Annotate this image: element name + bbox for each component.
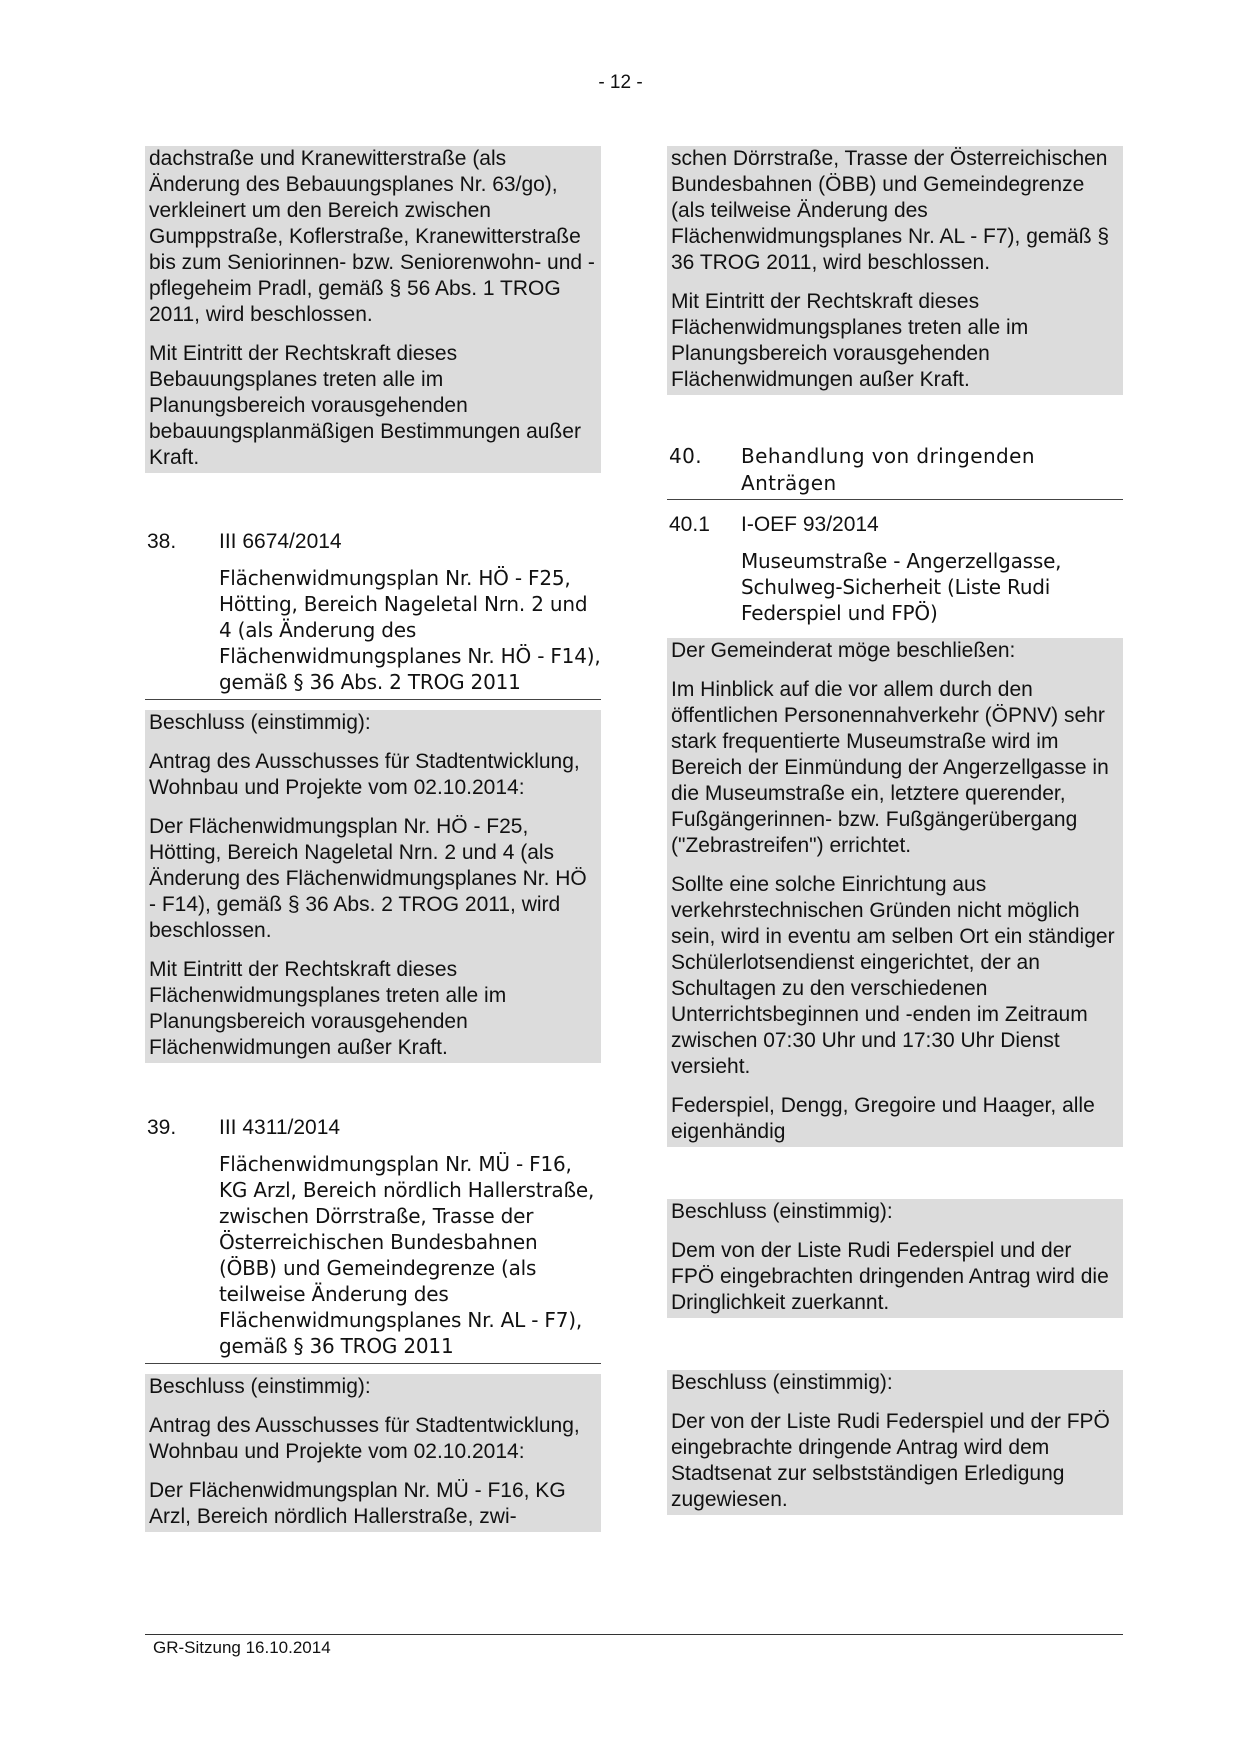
continued-decision-block: [667, 146, 1123, 395]
paragraph: Beschluss (einstimmig):: [149, 711, 371, 734]
motion-block: [667, 638, 1123, 1147]
right-column: [667, 146, 1123, 1515]
section-title: Behandlung von dringenden Anträgen: [741, 444, 1035, 495]
paragraph: schen Dörrstraße, Trasse der Österreichischen Bundesbahnen (ÖBB) und Gemeindegrenze (als teilweise Änderung des Flächenwidmungsplanes Nr. AL - F7), gemäß § 36 TROG 2011, wird beschlossen.: [671, 147, 1110, 274]
paragraph: Dem von der Liste Rudi Federspiel und der FPÖ eingebrachten dringenden Antrag wird die Dringlichkeit zuerkannt.: [671, 1239, 1109, 1314]
paragraph: Federspiel, Dengg, Gregoire und Haager, alle eigenhändig: [671, 1094, 1095, 1143]
paragraph: Mit Eintritt der Rechtskraft dieses Flächenwidmungsplanes treten alle im Planungsbereich vorausgehenden Flächenwidmungen außer Kraft.: [671, 290, 1029, 391]
paragraph: Mit Eintritt der Rechtskraft dieses Bebauungsplanes treten alle im Planungsbereich vorausgehenden bebauungsplanmäßigen Bestimmungen außer Kraft.: [149, 342, 581, 469]
section-number: 40.: [669, 444, 703, 468]
footer-session: GR-Sitzung 16.10.2014: [153, 1638, 331, 1657]
paragraph: Der Flächenwidmungsplan Nr. MÜ - F16, KG Arzl, Bereich nördlich Hallerstraße, zwi-: [149, 1479, 566, 1528]
item-reference: III 6674/2014: [219, 530, 342, 553]
item-title: Flächenwidmungsplan Nr. MÜ - F16, KG Arzl, Bereich nördlich Hallerstraße, zwischen Dörrstraße, Trasse der Österreichischen Bundesbahnen (ÖBB) und Gemeindegrenze (als teilweise Änderung des Flächenwidmungsplanes Nr. AL - F7), gemäß § 36 TROG 2011: [219, 1152, 595, 1358]
paragraph: Der von der Liste Rudi Federspiel und der FPÖ eingebrachte dringende Antrag wird dem Stadtsenat zur selbstständigen Erledigung zugewiesen.: [671, 1410, 1110, 1511]
item-number: 38.: [147, 530, 177, 553]
item-number: 39.: [147, 1116, 177, 1139]
item-reference: III 4311/2014: [219, 1116, 341, 1139]
decision-block: [145, 1374, 601, 1532]
decision-block: [667, 1370, 1123, 1515]
paragraph: Im Hinblick auf die vor allem durch den öffentlichen Personennahverkehr (ÖPNV) sehr stark frequentierte Museumstraße wird im Bereich der Einmündung der Angerzellgasse in die Museumstraße ein, letztere querender, Fußgängerinnen- bzw. Fußgängerübergang ("Zebrastreifen") errichtet.: [671, 678, 1109, 857]
paragraph: dachstraße und Kranewitterstraße (als Änderung des Bebauungsplanes Nr. 63/go), verkleinert um den Bereich zwischen Gumppstraße, Koflerstraße, Kranewitterstraße bis zum Seniorinnen- bzw. Seniorenwohn- und -pflegeheim Pradl, gemäß § 56 Abs. 1 TROG 2011, wird beschlossen.: [149, 147, 595, 326]
paragraph: Der Flächenwidmungsplan Nr. HÖ - F25, Hötting, Bereich Nageletal Nrn. 2 und 4 (als Änderung des Flächenwidmungsplanes Nr. HÖ - F14), gemäß § 36 Abs. 2 TROG 2011, wird beschlossen.: [149, 815, 587, 942]
paragraph: Beschluss (einstimmig):: [671, 1371, 893, 1394]
decision-block: [667, 1199, 1123, 1318]
paragraph: Beschluss (einstimmig):: [671, 1200, 893, 1223]
item-title: Museumstraße - Angerzellgasse, Schulweg-Sicherheit (Liste Rudi Federspiel und FPÖ): [741, 549, 1062, 625]
agenda-item-40-1-heading: [667, 512, 1123, 538]
paragraph: Der Gemeinderat möge beschließen:: [671, 639, 1016, 662]
agenda-item-38-heading: [145, 529, 601, 555]
paragraph: Mit Eintritt der Rechtskraft dieses Flächenwidmungsplanes treten alle im Planungsbereich vorausgehenden Flächenwidmungen außer Kraft.: [149, 958, 507, 1059]
section-40-heading: [667, 443, 1123, 497]
left-column: [145, 146, 601, 1532]
paragraph: Antrag des Ausschusses für Stadtentwicklung, Wohnbau und Projekte vom 02.10.2014:: [149, 750, 580, 799]
item-reference: I-OEF 93/2014: [741, 513, 879, 536]
item-title: Flächenwidmungsplan Nr. HÖ - F25, Hötting, Bereich Nageletal Nrn. 2 und 4 (als Änderung des Flächenwidmungsplanes Nr. HÖ - F14), gemäß § 36 Abs. 2 TROG 2011: [219, 566, 601, 694]
continued-decision-block: [145, 146, 601, 473]
footer-divider: [145, 1634, 1123, 1635]
item-number: 40.1: [669, 513, 710, 536]
decision-block: [145, 710, 601, 1063]
paragraph: Sollte eine solche Einrichtung aus verkehrstechnischen Gründen nicht möglich sein, wird in eventu am selben Ort ein ständiger Schülerlotsendienst eingerichtet, der an Schultagen zu den verschiedenen Unterrichtsbeginnen und -enden im Zeitraum zwischen 07:30 Uhr und 17:30 Uhr Dienst versieht.: [671, 873, 1115, 1078]
paragraph: Beschluss (einstimmig):: [149, 1375, 371, 1398]
agenda-item-39-heading: [145, 1115, 601, 1141]
page-number: - 12 -: [598, 72, 643, 93]
paragraph: Antrag des Ausschusses für Stadtentwicklung, Wohnbau und Projekte vom 02.10.2014:: [149, 1414, 580, 1463]
